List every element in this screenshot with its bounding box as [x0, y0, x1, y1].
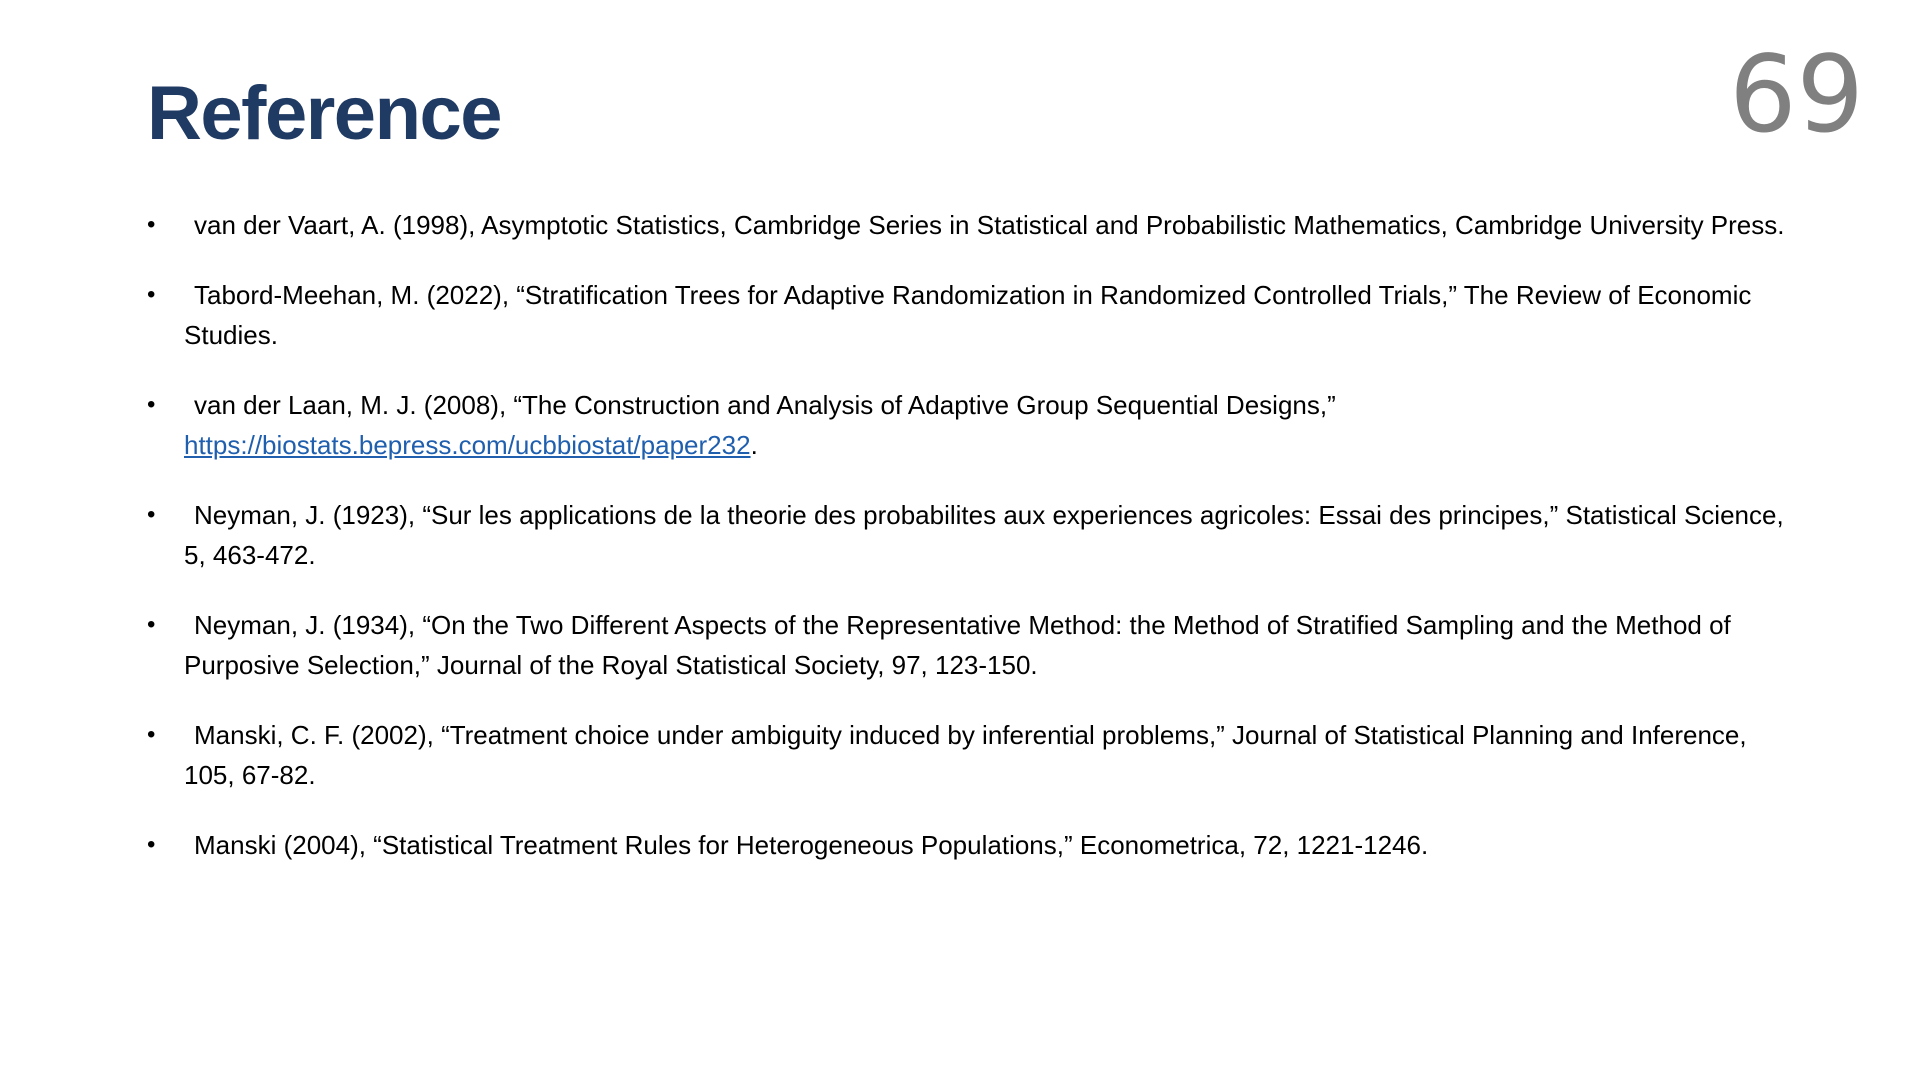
reference-text: Manski (2004), “Statistical Treatment Rules for Heterogeneous Populations,” Econometrica, 72, 1221-1246.	[194, 830, 1429, 860]
reference-item-2	[147, 275, 1797, 355]
reference-item-5	[147, 605, 1797, 685]
reference-item-3	[147, 385, 1797, 465]
reference-text-end: .	[750, 430, 758, 460]
reference-text: Manski, C. F. (2002), “Treatment choice under ambiguity induced by inferential problems,” Journal of Statistical Planning and Inference, 105, 67-82.	[184, 720, 1747, 790]
reference-text: Neyman, J. (1934), “On the Two Different Aspects of the Representative Method: the Method of Stratified Sampling and the Method of Purposive Selection,” Journal of the Royal Statistical Society, 97, 123-150.	[184, 610, 1731, 680]
reference-item-1	[147, 205, 1797, 245]
bullet-icon: •	[147, 611, 156, 638]
reference-item-6	[147, 715, 1797, 795]
page-number: 69	[1729, 33, 1864, 156]
reference-text: van der Vaart, A. (1998), Asymptotic Statistics, Cambridge Series in Statistical and Probabilistic Mathematics, Cambridge University Press.	[194, 210, 1785, 240]
bullet-icon: •	[147, 211, 156, 238]
reference-item-7	[147, 825, 1797, 865]
bullet-icon: •	[147, 831, 156, 858]
reference-text: Tabord-Meehan, M. (2022), “Stratification Trees for Adaptive Randomization in Randomized Controlled Trials,” The Review of Economic Studies.	[184, 280, 1752, 350]
reference-text: Neyman, J. (1923), “Sur les applications de la theorie des probabilites aux experiences agricoles: Essai des principes,” Statistical Science, 5, 463-472.	[184, 500, 1784, 570]
reference-link[interactable]: https://biostats.bepress.com/ucbbiostat/paper232	[184, 430, 751, 460]
reference-text-main: van der Laan, M. J. (2008), “The Construction and Analysis of Adaptive Group Sequential Designs,”	[194, 390, 1336, 420]
reference-text	[184, 390, 1336, 460]
bullet-icon: •	[147, 501, 156, 528]
bullet-icon: •	[147, 391, 156, 418]
bullet-icon: •	[147, 281, 156, 308]
slide-title: Reference	[147, 71, 502, 156]
reference-list	[147, 205, 1797, 895]
bullet-icon: •	[147, 721, 156, 748]
reference-item-4	[147, 495, 1797, 575]
